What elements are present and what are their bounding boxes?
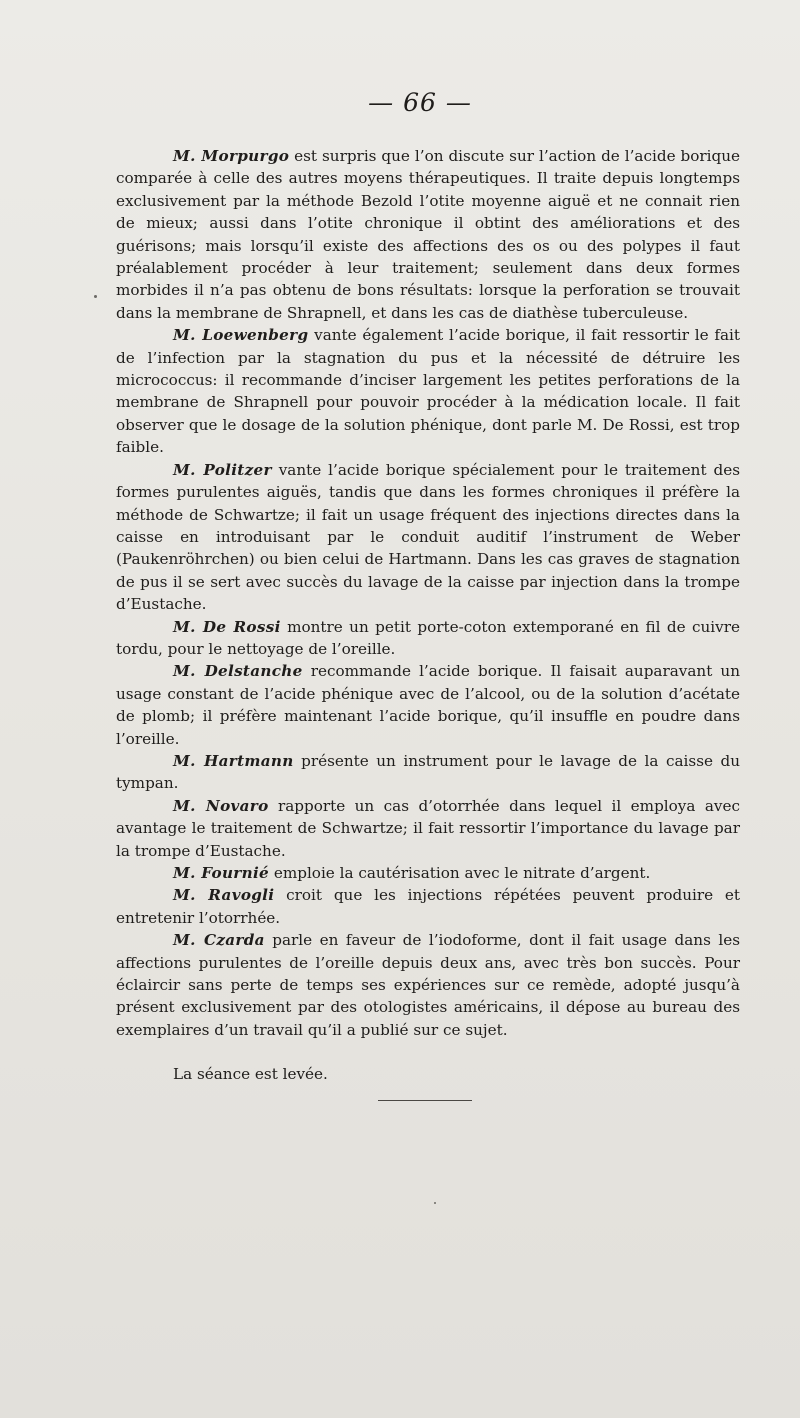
speaker-name: M. Politzer [173,460,272,479]
paper-speck [94,295,97,298]
paper-speck [434,1202,436,1204]
paragraph-czarda [116,929,740,1041]
paragraph-morpurgo [116,145,740,324]
speaker-name: M. Novaro [173,796,269,815]
speaker-name: M. De Rossi [173,617,281,636]
paragraph-loewenberg [116,324,740,458]
paragraph-hartmann [116,750,740,795]
paragraph-text: rapporte un cas d’otorrhée dans lequel il employa avec avantage le traitement de Schwartze; il fait ressortir l’importance du lavage par la trompe d’Eustache. [116,796,740,860]
paragraph-novaro [116,795,740,862]
speaker-name: M. Czarda [173,931,265,950]
speaker-name: M. Fournié [173,864,269,882]
paragraph-text: croit que les injections répétées peuvent produire et entretenir l’otorrhée. [116,886,741,927]
paragraph-text: est surpris que l’on discute sur l’action de l’acide borique comparée à celle des autres moyens thérapeutiques. Il traite depuis longtemps exclusivement par la méthode Bezold l’otite moyenne aiguë et ne connait rien de mieux; aussi dans l’otite chronique il obtint des améliorations et des guérisons; mais lorsqu’il existe des affections des os ou des polypes il faut préalablement procéder à leur traitement; seulement dans deux formes morbides il n’a pas obtenu de bons résultats: lorsque la perforation se trouvait dans la membrane de Shrapnell, et dans les cas de diathèse tuberculeuse. [116,147,740,322]
speaker-name: M. Loewenberg [173,326,309,345]
paragraph-fournie [116,862,740,884]
paragraph-text: parle en faveur de l’iodoforme, dont il fait usage dans les affections purulentes de l’oreille depuis deux ans, avec très bon succès. Pour éclaircir sans perte de temps ses expériences sur ce remède, adopté jusqu’à présent exclusivement par des otologistes américains, il dépose au bureau des exemplaires d’un travail qu’il a publié sur ce sujet. [116,931,740,1039]
paragraph-text: présente un instrument pour le lavage de la caisse du tympan. [116,751,740,793]
paragraph-text: vante l’acide borique spécialement pour le traitement des formes purulentes aiguës, tandis que dans les formes chroniques il préfère la méthode de Schwartze; il fait un usage fréquent des injections directes dans la caisse en introduisant par le conduit auditif l’instrument de Weber (Paukenröhrchen) ou bien celui de Hartmann. Dans les cas graves de stagnation de pus il se sert avec succès du lavage de la caisse par injection dans la trompe d’Eustache. [116,460,740,614]
paragraph-text: vante également l’acide borique, il fait ressortir le fait de l’infection par la stagnation du pus et la nécessité de détruire les micrococcus: il recommande d’inciser largement les petites perforations de la membrane de Shrapnell pour pouvoir procéder à la médication locale. Il fait observer que le dosage de la solution phénique, dont parle M. De Rossi, est trop faible. [116,326,740,457]
body-text [116,145,740,1086]
paragraph-politzer [116,459,740,616]
paragraph-text: montre un petit porte-coton extemporané en fil de cuivre tordu, pour le nettoyage de l’oreille. [116,617,740,658]
paragraph-text: emploie la cautérisation avec le nitrate d’argent. [269,864,651,882]
paragraph-ravogli [116,884,740,929]
speaker-name: M. Ravogli [173,886,275,905]
paragraph-text: recommande l’acide borique. Il faisait auparavant un usage constant de l’acide phénique avec de l’alcool, ou de la solution d’acétate de plomb; il préfère maintenant l’acide borique, qu’il insuffle en poudre dans l’oreille. [116,662,740,748]
speaker-name: M. Delstanche [173,662,303,681]
paragraph-de-rossi [116,616,740,661]
page-number: — 66 — [368,88,472,117]
closing-line: La séance est levée. [173,1065,328,1084]
speaker-name: M. Hartmann [173,751,294,770]
speaker-name: M. Morpurgo [173,147,290,165]
separator-rule [378,1100,472,1101]
paragraph-delstanche [116,660,740,750]
